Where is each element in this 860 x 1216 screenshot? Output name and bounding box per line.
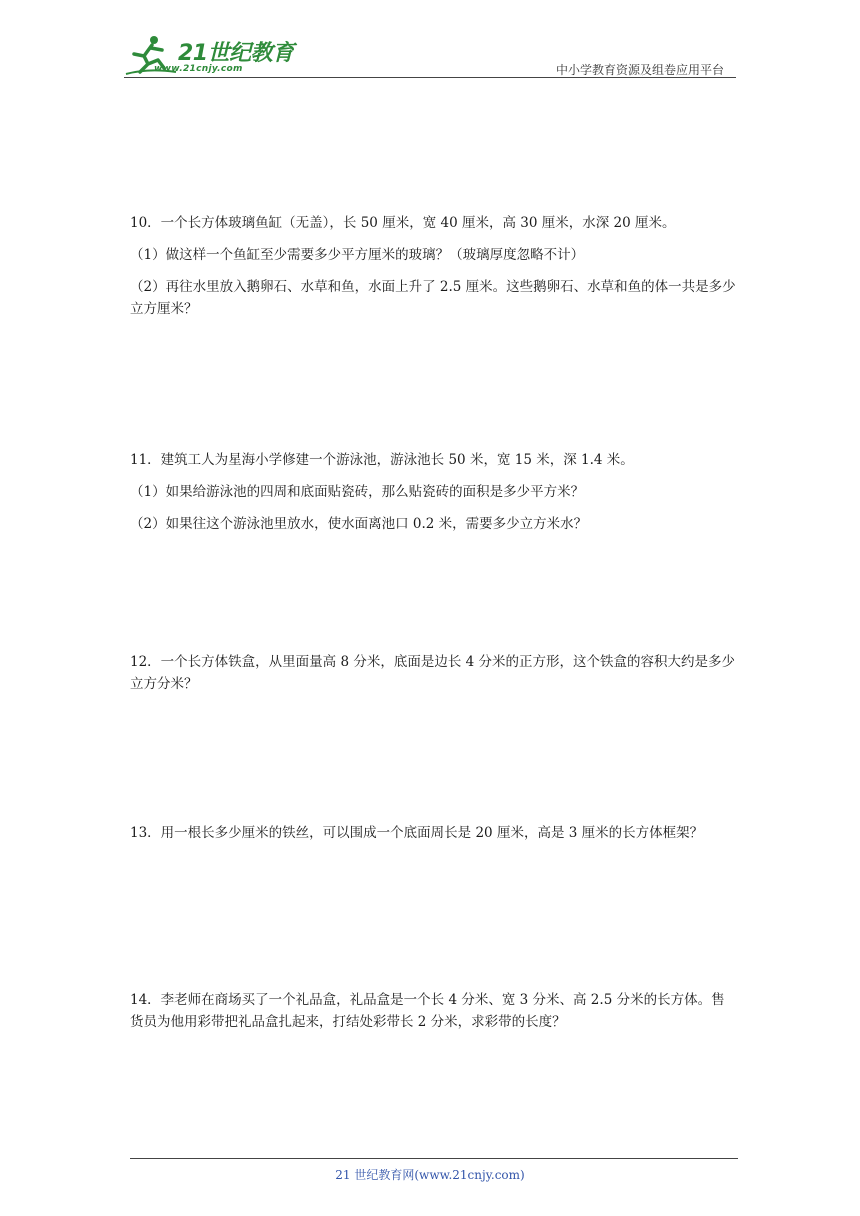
question-stem: 14．李老师在商场买了一个礼品盒，礼品盒是一个长 4 分米、宽 3 分米、高 2.5 分米的长方体。售货员为他用彩带把礼品盒扎起来，打结处彩带长 2 分米，求彩带的长度？ xyxy=(130,992,725,1030)
question-10 xyxy=(130,212,736,330)
question-stem: 12．一个长方体铁盒，从里面量高 8 分米，底面是边长 4 分米的正方形，这个铁盒的容积大约是多少立方分米？ xyxy=(130,654,736,692)
question-12 xyxy=(130,651,736,705)
logo-text: 21世纪教育 xyxy=(178,41,294,66)
header-tagline: 中小学教育资源及组卷应用平台 xyxy=(555,63,724,77)
logo-url: www.21cnjy.com xyxy=(154,64,243,74)
footer-divider xyxy=(130,1158,738,1159)
site-logo xyxy=(124,34,294,78)
question-stem: 11．建筑工人为星海小学修建一个游泳池，游泳池长 50 米，宽 15 米，深 1.4 米。 xyxy=(130,452,634,468)
question-stem: 13．用一根长多少厘米的铁丝，可以围成一个底面周长是 20 厘米，高是 3 厘米的长方体框架？ xyxy=(130,825,704,841)
question-14 xyxy=(130,989,736,1043)
question-part: （2）再往水里放入鹅卵石、水草和鱼，水面上升了 2.5 厘米。这些鹅卵石、水草和鱼的体一共是多少立方厘米？ xyxy=(130,279,736,317)
question-13 xyxy=(130,822,736,854)
question-stem: 10．一个长方体玻璃鱼缸（无盖），长 50 厘米，宽 40 厘米，高 30 厘米，水深 20 厘米。 xyxy=(130,215,676,231)
question-part: （1）如果给游泳池的四周和底面贴瓷砖，那么贴瓷砖的面积是多少平方米？ xyxy=(130,484,585,500)
footer-text: 21 世纪教育网(www.21cnjy.com) xyxy=(335,1168,525,1182)
question-11 xyxy=(130,449,736,545)
page-header xyxy=(0,0,860,80)
question-part: （2）如果往这个游泳池里放水，使水面离池口 0.2 米，需要多少立方米水？ xyxy=(130,516,588,532)
question-part: （1）做这样一个鱼缸至少需要多少平方厘米的玻璃？（玻璃厚度忽略不计） xyxy=(130,247,585,263)
header-divider xyxy=(124,77,736,78)
